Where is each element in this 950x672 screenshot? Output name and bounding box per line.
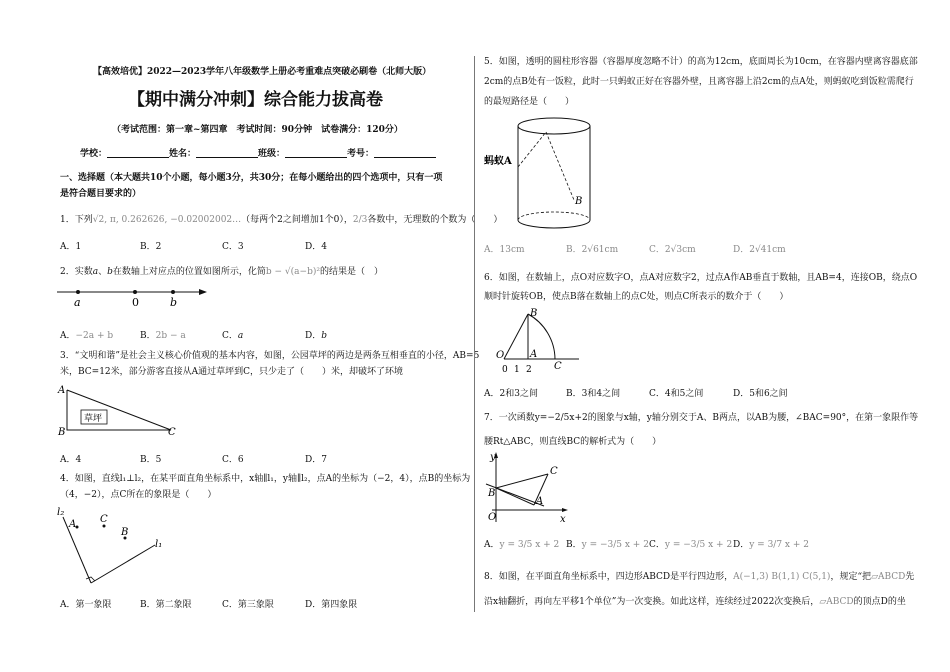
question-4-line2: （4，−2），点C所在的象限是（ ） (60, 490, 217, 500)
label-a: a (74, 296, 81, 308)
question-5-line3: 的最短路径是（ ） (484, 97, 575, 107)
question-7-line1: 7．一次函数y=−2/5x+2的图象与x轴，y轴分别交于A、B两点，以AB为腰，∠BAC=90°，在第一象限作等 (484, 413, 919, 423)
label-b: b (170, 296, 178, 308)
q3-triangle-figure (55, 382, 185, 438)
label-l1: l₁ (155, 539, 163, 550)
point-b (171, 290, 175, 294)
label-point-c: C (100, 514, 108, 525)
question-4-line1: 4．如图，直线l₁⊥l₂，在某平面直角坐标系中，x轴∥l₁，y轴∥l₂，点A的坐标为（−2，4），点B的坐标为 (60, 474, 471, 484)
q8-coord-b: B(1,1) (771, 572, 800, 582)
q1-number-list: √2, π, 0.262626, −0.02002002… (92, 215, 242, 225)
label-c: C (554, 361, 562, 372)
q7-axes-figure (484, 450, 574, 528)
q4-lines-figure (55, 505, 175, 587)
q2-option-b[interactable]: B．2b − a (140, 331, 186, 341)
question-1: 1．下列√2, π, 0.262626, −0.02002002…（每两个2之间增加1个0），2/3各数中，无理数的个数为（ ） (60, 215, 503, 225)
q6-numberline-figure (484, 306, 594, 376)
question-5-line1: 5．如图，透明的圆柱形容器（容器厚度忽略不计）的高为12cm，底面周长为10cm，在容器内壁离容器底部 (484, 57, 918, 67)
q4-option-c[interactable]: C．第三象限 (222, 600, 274, 610)
field-name-blank[interactable] (196, 148, 258, 158)
q4-option-b[interactable]: B．第二象限 (140, 600, 192, 610)
series-title: 【高效培优】2022—2023学年八年级数学上册必考重难点突破必刷卷（北师大版） (93, 67, 432, 77)
q2-expression: b − √(a−b)² (265, 267, 320, 277)
question-2: 2．实数a、b在数轴上对应点的位置如图所示，化简b − √(a−b)²的结果是（ ） (60, 267, 383, 277)
q4-option-d[interactable]: D．第四象限 (305, 600, 358, 610)
vertex-b: B (58, 427, 66, 438)
field-school-label: 学校： (80, 149, 108, 159)
student-info-fields (80, 148, 436, 160)
label-c: C (550, 466, 558, 477)
q6-option-d[interactable]: D．5和6之间 (733, 389, 788, 399)
label-0: 0 (132, 296, 139, 308)
column-divider (474, 56, 475, 612)
vertex-c: C (168, 427, 176, 438)
q3-option-d[interactable]: D．7 (305, 455, 327, 465)
q8-coord-a: A(−1,3) (733, 572, 769, 582)
label-y: y (490, 452, 496, 463)
q5-option-b[interactable]: B．2√61cm (566, 245, 619, 255)
label-l2: l₂ (57, 507, 65, 518)
section-heading-line1: 一、选择题（本大题共10个小题，每小题3分，共30分；在每小题给出的四个选项中，只有一项 (60, 173, 443, 183)
question-8-line2: 沿x轴翻折，再向左平移1个单位”为一次变换。如此这样，连续经过2022次变换后，▱ABCD的顶点D的坐 (484, 597, 906, 607)
section-heading-line2: 是符合题目要求的） (60, 189, 142, 199)
tick-1: 1 (514, 365, 520, 375)
field-number-blank[interactable] (374, 148, 436, 158)
label-o: O (496, 350, 505, 361)
q4-option-a[interactable]: A．第一象限 (60, 600, 112, 610)
q5-option-c[interactable]: C．2√3cm (649, 245, 696, 255)
field-school-blank[interactable] (107, 148, 169, 158)
page-title: 【期中满分冲刺】综合能力拔高卷 (128, 90, 383, 110)
q5-option-a[interactable]: A．13cm (484, 245, 525, 255)
q1-fraction: 2/3 (352, 215, 368, 225)
q2-number-line (55, 284, 215, 308)
lawn-label: 草坪 (84, 414, 103, 424)
q3-option-c[interactable]: C．6 (222, 455, 244, 465)
q5-option-d[interactable]: D．2√41cm (733, 245, 786, 255)
point-a (76, 290, 80, 294)
label-x: x (560, 514, 566, 525)
label-point-b: B (121, 527, 129, 538)
question-3-line2: 米，BC=12米，部分游客直接从A通过草坪到C，只少走了（ ）米，却破坏了环境 (60, 367, 404, 377)
vertex-a: A (58, 385, 66, 396)
field-name-label: 姓名： (169, 149, 197, 159)
ant-label: 蚂蚁A (484, 156, 512, 167)
q7-option-d[interactable]: D．y = 3/7 x + 2 (733, 540, 809, 550)
tick-0: 0 (502, 365, 508, 375)
q7-option-b[interactable]: B．y = −3/5 x + 2 (566, 540, 649, 550)
point-0 (133, 290, 137, 294)
label-point-a: A (69, 519, 77, 530)
q2-option-a[interactable]: A．−2a + b (60, 331, 114, 341)
question-6-line2: 顺时针旋转OB，使点B落在数轴上的点C处，则点C所表示的数介于（ ） (484, 292, 789, 302)
q6-option-b[interactable]: B．3和4之间 (566, 389, 621, 399)
q5-cylinder-figure (484, 112, 604, 234)
q1-option-a[interactable]: A．1 (60, 242, 82, 252)
question-5-line2: 2cm的点B处有一饭粒，此时一只蚂蚁正好在容器外壁，且离容器上沿2cm的点A处，则蚂蚁吃到饭粒需爬行 (484, 77, 914, 87)
q6-option-a[interactable]: A．2和3之间 (484, 389, 538, 399)
label-b: B (530, 308, 538, 319)
label-a: A (530, 349, 538, 360)
q6-option-c[interactable]: C．4和5之间 (649, 389, 704, 399)
label-a: A (536, 496, 544, 507)
q7-option-a[interactable]: A．y = 3/5 x + 2 (484, 540, 560, 550)
tick-2: 2 (526, 365, 532, 375)
q1-option-d[interactable]: D．4 (305, 242, 327, 252)
label-b: B (575, 196, 583, 207)
question-3-line1: 3．“文明和谐”是社会主义核心价值观的基本内容，如图，公园草坪的两边是两条互相垂直的小径，AB=5 (60, 351, 480, 361)
q3-option-a[interactable]: A．4 (60, 455, 82, 465)
q1-option-c[interactable]: C．3 (222, 242, 244, 252)
q3-option-b[interactable]: B．5 (140, 455, 162, 465)
q8-coord-c: C(5,1) (802, 572, 831, 582)
q2-option-d[interactable]: D．b (305, 331, 327, 341)
label-o: O (488, 512, 497, 523)
field-number-label: 考号： (347, 149, 375, 159)
question-6-line1: 6．如图，在数轴上，点O对应数字O，点A对应数字2，过点A作AB垂直于数轴，且AB=4，连接OB，绕点O (484, 273, 918, 283)
q7-option-c[interactable]: C．y = −3/5 x + 2 (649, 540, 733, 550)
label-b: B (488, 488, 496, 499)
field-class-label: 班级： (258, 149, 286, 159)
q2-option-c[interactable]: C．a (222, 331, 244, 341)
question-7-line2: 腰Rt△ABC，则直线BC的解析式为（ ） (484, 437, 662, 447)
exam-info: （考试范围：第一章~第四章 考试时间：90分钟 试卷满分：120分） (112, 125, 403, 135)
question-8-line1: 8．如图，在平面直角坐标系中，四边形ABCD是平行四边形，A(−1,3) B(1,1) C(5,1)，规定“把▱ABCD先 (484, 572, 915, 582)
q1-option-b[interactable]: B．2 (140, 242, 162, 252)
field-class-blank[interactable] (285, 148, 347, 158)
